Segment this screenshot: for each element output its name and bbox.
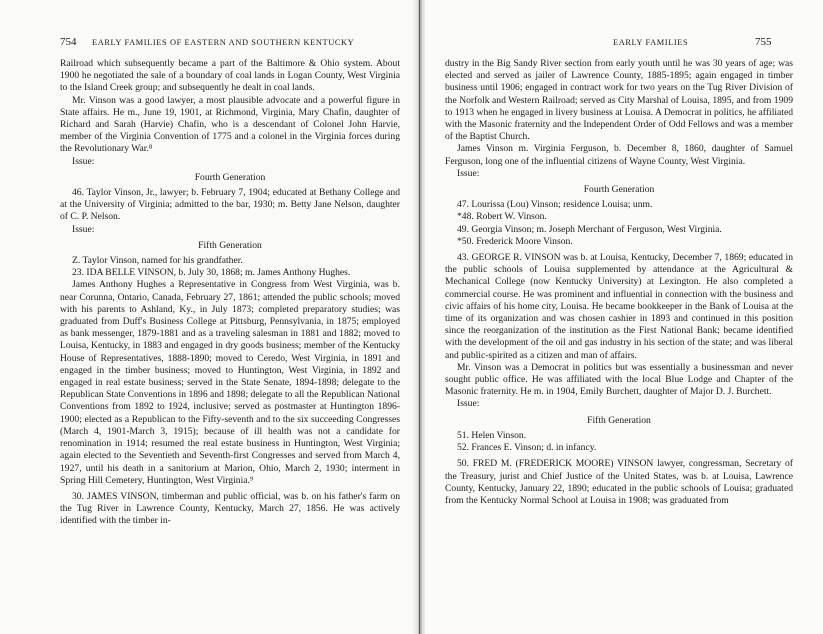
paragraph: 30. JAMES VINSON, timberman and public official, was b. on his father's farm on the Tug River in Lawrence County, Kentucky, March 27, 1856. He was actively identified with the timber in- [60, 490, 400, 527]
right-page [425, 0, 823, 634]
generation-heading: Fifth Generation [198, 239, 262, 251]
continued-paragraph: Railroad which subsequently became a part of the Baltimore & Ohio system. About 1900 he negotiated the sale of a boundary of coal lands in Logan County, West Virginia to the Island Creek group; and subsequently he dealt in coal lands. [60, 58, 400, 94]
paragraph: Z. Taylor Vinson, named for his grandfather. [72, 255, 243, 267]
paragraph: Mr. Vinson was a Democrat in politics but was essentially a businessman and never sought public office. He was affiliated with the local Blue Lodge and Chapter of the Masonic fraternity. He m. in 1904, Emily Burchett, daughter of Major D. J. Burchett. [445, 361, 793, 398]
paragraph: 51. Helen Vinson. [457, 429, 527, 441]
issue-label: Issue: [72, 223, 95, 235]
gutter-fold-line [419, 0, 420, 634]
paragraph: 43. GEORGE R. VINSON was b. at Louisa, Kentucky, December 7, 1869; educated in the public schools of Louisa supplemented by attendance at the Agricultural & Mechanical College (now Kentucky University) at Lexington. He also completed a commercial course. He was prominent and influential in connection with the business and civic affairs of his home city, Louisa. He became bookkeeper in the Bank of Louisa at the time of its organization and was chosen cashier in 1893 and continued in this position since the reorganization of the institution as the First National Bank; became identified with the development of the oil and gas industry in his section of the state; and was liberal and public-spirited as a citizen and man of affairs. [445, 252, 793, 361]
generation-heading: Fourth Generation [583, 184, 655, 196]
generation-heading: Fifth Generation [587, 414, 651, 426]
left-page-text [60, 58, 400, 528]
paragraph: 46. Taylor Vinson, Jr., lawyer; b. February 7, 1904; educated at Bethany College and at the University of Virginia; admitted to the bar, 1930; m. Betty Jane Nelson, daughter of C. P. Nelson. [60, 187, 400, 223]
paragraph: 47. Lourissa (Lou) Vinson; residence Louisa; unm. [457, 199, 653, 211]
right-running-title: EARLY FAMILIES [613, 38, 689, 47]
paragraph: 23. IDA BELLE VINSON, b. July 30, 1868; m. James Anthony Hughes. [72, 267, 351, 279]
paragraph: *50. Frederick Moore Vinson. [457, 235, 573, 247]
issue-label: Issue: [72, 155, 95, 167]
paragraph: 49. Georgia Vinson; m. Joseph Merchant of Ferguson, West Virginia. [457, 223, 722, 235]
paragraph: James Anthony Hughes a Representative in Congress from West Virginia, was b. near Corunna, Ontario, Canada, February 27, 1861; attended the public schools; moved with his parents to Ashland, Ky., in July 1873; completed preparatory studies; was graduated from Duff's Business College at Pittsburg, Pennsylvania, in 1875; employed as bank messenger, 1879-1881 and as a traveling salesman in 1881 and 1882; moved to Louisa, Kentucky, in 1883 and engaged in dry goods business; member of the Kentucky House of Representatives, 1888-1890; moved to Ceredo, West Virginia, in 1891 and engaged in the timber business; moved to Huntington, West Virginia, in 1892 and engaged in real estate business; served in the State Senate, 1894-1898; delegate to the Republican State Conventions in 1896 and 1898; delegate to all the Republican National Conventions from 1892 to 1924, inclusive; served as postmaster at Huntington 1896-1900; elected as a Republican to the Fifty-seventh and to the six succeeding Congresses (March 4, 1901-March 3, 1915); because of ill health was not a candidate for renomination in 1914; resumed the real estate business in Huntington, West Virginia; again elected to the Seventieth and Seventh-first Congresses and served from March 4, 1927, until his death in a sanitorium at Marion, Ohio, March 2, 1930; interment in Spring Hill Cemetery, Huntington, West Virginia.⁹ [60, 279, 400, 486]
paragraph: Mr. Vinson was a good lawyer, a most plausible advocate and a powerful figure in State affairs. He m., June 19, 1901, at Richmond, Virginia, Mary Chafin, daughter of Richard and Sarah (Harvie) Chafin, who is a descendant of Colonel John Harvie, member of the Virginia Convention of 1775 and a colonel in the Virginia forces during the Revolutionary War.⁸ [60, 94, 400, 155]
paragraph: *48. Robert W. Vinson. [457, 211, 547, 223]
issue-label: Issue: [457, 167, 480, 179]
paragraph: 52. Frances E. Vinson; d. in infancy. [457, 442, 597, 454]
paragraph: 50. FRED M. (FREDERICK MOORE) VINSON lawyer, congressman, Secretary of the Treasury, jurist and Chief Justice of the United States, was b. at Louisa, Lawrence County, Kentucky, January 22, 1890; educated in the public schools of Louisa; graduated from the Kentucky Normal School at Louisa in 1908; was graduated from [445, 458, 793, 506]
left-running-title: EARLY FAMILIES OF EASTERN AND SOUTHERN KENTUCKY [92, 38, 355, 47]
right-page-number: 755 [755, 36, 772, 48]
paragraph: James Vinson m. Virginia Ferguson, b. December 8, 1860, daughter of Samuel Ferguson, long one of the influential citizens of Wayne County, West Virginia. [445, 143, 793, 167]
generation-heading: Fourth Generation [194, 171, 266, 183]
continued-paragraph: dustry in the Big Sandy River section from early youth until he was 30 years of age; was elected and served as jailer of Lawrence County, 1885-1895; again engaged in timber business until 1906; engaged in contract work for two years on the Tug River Division of the Norfolk and Western Railroad; served as City Marshal of Louisa, 1895, and from 1909 to 1913 when he engaged in livery business at Louisa. A Democrat in politics, he affiliated with the Masonic fraternity and the Independent Order of Odd Fellows and was a member of the Baptist Church. [445, 58, 793, 143]
issue-label: Issue: [457, 398, 480, 410]
left-page-number: 754 [60, 36, 77, 48]
right-page-text [445, 58, 793, 507]
